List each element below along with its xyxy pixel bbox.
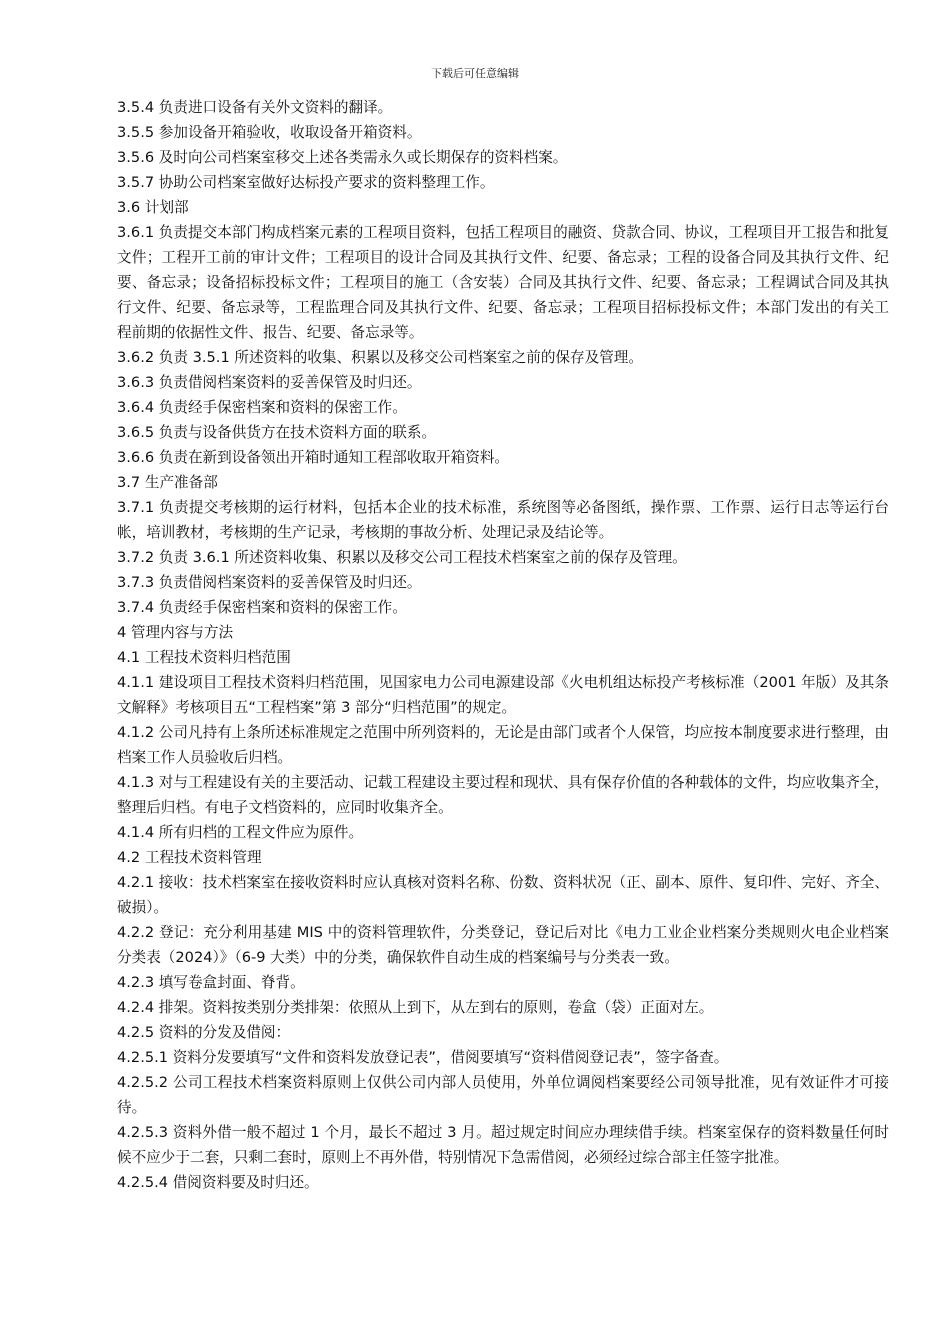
paragraph: 4.2.5.4 借阅资料要及时归还。 xyxy=(117,1174,319,1191)
paragraph: 4.2.1 接收：技术档案室在接收资料时应认真核对资料名称、份数、资料状况（正、副本、原件、复印件、完好、齐全、破损）。 xyxy=(117,874,889,916)
paragraph: 3.7.2 负责 3.6.1 所述资料收集、积累以及移交公司工程技术档案室之前的保存及管理。 xyxy=(117,549,687,566)
paragraph: 4.2.2 登记：充分利用基建 MIS 中的资料管理软件，分类登记，登记后对比《电力工业企业档案分类规则火电企业档案分类表（2024）》（6-9 大类）中的分类，确保软件自动生成的档案编号与分类表一致。 xyxy=(117,924,889,966)
paragraph: 3.6.2 负责 3.5.1 所述资料的收集、积累以及移交公司档案室之前的保存及管理。 xyxy=(117,349,643,366)
paragraph: 4.2.5.3 资料外借一般不超过 1 个月，最长不超过 3 月。超过规定时间应办理续借手续。档案室保存的资料数量任何时候不应少于二套，只剩二套时，原则上不再外借，特别情况下急需借阅，必须经过综合部主任签字批准。 xyxy=(117,1124,889,1166)
paragraph: 4.2.5 资料的分发及借阅： xyxy=(117,1024,291,1041)
paragraph: 3.5.6 及时向公司档案室移交上述各类需永久或长期保存的资料档案。 xyxy=(117,149,568,166)
paragraph: 3.5.5 参加设备开箱验收，收取设备开箱资料。 xyxy=(117,124,422,141)
paragraph: 3.5.7 协助公司档案室做好达标投产要求的资料整理工作。 xyxy=(117,174,495,191)
paragraph: 4.1.2 公司凡持有上条所述标准规定之范围中所列资料的，无论是由部门或者个人保管，均应按本制度要求进行整理，由档案工作人员验收后归档。 xyxy=(117,724,889,766)
paragraph: 4.2.3 填写卷盒封面、脊背。 xyxy=(117,974,305,991)
document-body xyxy=(117,95,889,1195)
paragraph: 4.2 工程技术资料管理 xyxy=(117,849,262,866)
paragraph: 3.6 计划部 xyxy=(117,199,189,216)
paragraph: 3.7 生产准备部 xyxy=(117,474,218,491)
paragraph: 3.5.4 负责进口设备有关外文资料的翻译。 xyxy=(117,99,393,116)
paragraph: 4 管理内容与方法 xyxy=(117,624,234,641)
paragraph: 4.1.1 建设项目工程技术资料归档范围，见国家电力公司电源建设部《火电机组达标投产考核标准（2001 年版）及其条文解释》考核项目五“工程档案”第 3 部分“归档范围”的规定。 xyxy=(117,674,889,716)
paragraph: 3.6.5 负责与设备供货方在技术资料方面的联系。 xyxy=(117,424,437,441)
paragraph: 3.6.3 负责借阅档案资料的妥善保管及时归还。 xyxy=(117,374,422,391)
paragraph: 4.1.4 所有归档的工程文件应为原件。 xyxy=(117,824,364,841)
paragraph: 4.1.3 对与工程建设有关的主要活动、记载工程建设主要过程和现状、具有保存价值的各种载体的文件，均应收集齐全，整理后归档。有电子文档资料的，应同时收集齐全。 xyxy=(117,774,889,816)
paragraph: 4.1 工程技术资料归档范围 xyxy=(117,649,291,666)
paragraph: 4.2.4 排架。资料按类别分类排架：依照从上到下，从左到右的原则，卷盒（袋）正面对左。 xyxy=(117,999,714,1016)
paragraph: 3.7.1 负责提交考核期的运行材料，包括本企业的技术标准，系统图等必备图纸，操作票、工作票、运行日志等运行台帐，培训教材，考核期的生产记录，考核期的事故分析、处理记录及结论等。 xyxy=(117,499,889,541)
paragraph: 3.7.3 负责借阅档案资料的妥善保管及时归还。 xyxy=(117,574,422,591)
paragraph: 3.6.1 负责提交本部门构成档案元素的工程项目资料，包括工程项目的融资、贷款合同、协议，工程项目开工报告和批复文件；工程开工前的审计文件；工程项目的设计合同及其执行文件、纪要、备忘录；工程的设备合同及其执行文件、纪要、备忘录；设备招标投标文件；工程项目的施工（含安装）合同及其执行文件、纪要、备忘录；工程调试合同及其执行文件、纪要、备忘录等，工程监理合同及其执行文件、纪要、备忘录；工程项目招标投标文件；本部门发出的有关工程前期的依据性文件、报告、纪要、备忘录等。 xyxy=(117,224,889,341)
paragraph: 4.2.5.1 资料分发要填写“文件和资料发放登记表”，借阅要填写“资料借阅登记表”，签字备查。 xyxy=(117,1049,729,1066)
paragraph: 3.6.6 负责在新到设备领出开箱时通知工程部收取开箱资料。 xyxy=(117,449,510,466)
paragraph: 3.7.4 负责经手保密档案和资料的保密工作。 xyxy=(117,599,407,616)
paragraph: 3.6.4 负责经手保密档案和资料的保密工作。 xyxy=(117,399,407,416)
paragraph: 4.2.5.2 公司工程技术档案资料原则上仅供公司内部人员使用，外单位调阅档案要经公司领导批准，见有效证件才可接待。 xyxy=(117,1074,889,1116)
page-header: 下载后可任意编辑 xyxy=(431,67,519,80)
